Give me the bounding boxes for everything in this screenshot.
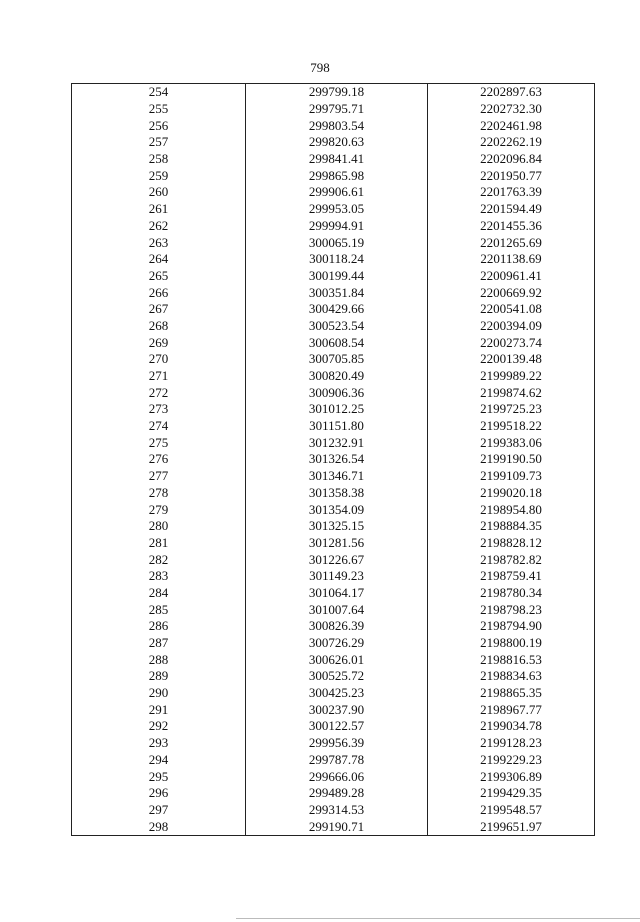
table-row <box>72 485 595 502</box>
x-coordinate-cell: 299906.61 <box>246 184 428 201</box>
point-number-cell: 254 <box>72 84 246 101</box>
x-coordinate-cell: 301354.09 <box>246 501 428 518</box>
x-coordinate-cell: 299489.28 <box>246 785 428 802</box>
x-coordinate-cell: 299795.71 <box>246 101 428 118</box>
point-number-cell: 265 <box>72 268 246 285</box>
table-row <box>72 585 595 602</box>
point-number-cell: 279 <box>72 501 246 518</box>
y-coordinate-cell: 2198865.35 <box>480 685 542 701</box>
point-number-cell: 284 <box>72 585 246 602</box>
x-coordinate-cell: 301012.25 <box>246 401 428 418</box>
table-row <box>72 84 595 101</box>
y-coordinate-cell: 2199651.97 <box>480 818 542 834</box>
x-coordinate-cell: 301281.56 <box>246 535 428 552</box>
table-row <box>72 334 595 351</box>
table-row <box>72 701 595 718</box>
table-row <box>72 384 595 401</box>
y-coordinate-cell: 2198794.90 <box>480 618 542 634</box>
table-row <box>72 167 595 184</box>
point-number-cell: 294 <box>72 752 246 769</box>
x-coordinate-cell: 301325.15 <box>246 518 428 535</box>
table-row <box>72 301 595 318</box>
x-coordinate-cell: 300608.54 <box>246 334 428 351</box>
y-coordinate-cell: 2198828.12 <box>480 534 542 550</box>
point-number-cell: 274 <box>72 418 246 435</box>
x-coordinate-cell: 300122.57 <box>246 718 428 735</box>
x-coordinate-cell: 299956.39 <box>246 735 428 752</box>
point-number-cell: 293 <box>72 735 246 752</box>
table-row <box>72 818 595 835</box>
x-coordinate-cell: 300523.54 <box>246 318 428 335</box>
x-coordinate-cell: 300906.36 <box>246 384 428 401</box>
y-coordinate-cell: 2201594.49 <box>480 201 542 217</box>
point-number-cell: 269 <box>72 334 246 351</box>
y-coordinate-cell: 2199229.23 <box>480 751 542 767</box>
point-number-cell: 276 <box>72 451 246 468</box>
point-number-cell: 259 <box>72 167 246 184</box>
point-number-cell: 255 <box>72 101 246 118</box>
x-coordinate-cell: 299841.41 <box>246 151 428 168</box>
point-number-cell: 281 <box>72 535 246 552</box>
point-number-cell: 266 <box>72 284 246 301</box>
x-coordinate-cell: 301326.54 <box>246 451 428 468</box>
coordinates-table <box>71 83 595 836</box>
y-coordinate-cell: 2199306.89 <box>480 768 542 784</box>
point-number-cell: 260 <box>72 184 246 201</box>
table-row <box>72 184 595 201</box>
y-coordinate-cell: 2202732.30 <box>480 101 542 117</box>
point-number-cell: 292 <box>72 718 246 735</box>
table-body <box>72 84 595 836</box>
table-row <box>72 802 595 819</box>
y-coordinate-cell: 2199190.50 <box>480 451 542 467</box>
x-coordinate-cell: 300705.85 <box>246 351 428 368</box>
table-row <box>72 718 595 735</box>
table-row <box>72 752 595 769</box>
table-row <box>72 685 595 702</box>
y-coordinate-cell: 2200273.74 <box>480 334 542 350</box>
y-coordinate-cell: 2200669.92 <box>480 284 542 300</box>
x-coordinate-cell: 301346.71 <box>246 468 428 485</box>
point-number-cell: 258 <box>72 151 246 168</box>
y-coordinate-cell: 2199429.35 <box>480 785 542 801</box>
x-coordinate-cell: 300065.19 <box>246 234 428 251</box>
x-coordinate-cell: 301358.38 <box>246 485 428 502</box>
table-row <box>72 201 595 218</box>
y-coordinate-cell: 2200394.09 <box>480 317 542 333</box>
x-coordinate-cell: 299666.06 <box>246 768 428 785</box>
x-coordinate-cell: 300820.49 <box>246 368 428 385</box>
x-coordinate-cell: 299820.63 <box>246 134 428 151</box>
point-number-cell: 273 <box>72 401 246 418</box>
point-number-cell: 268 <box>72 318 246 335</box>
y-coordinate-cell: 2202897.63 <box>480 84 542 100</box>
x-coordinate-cell: 300726.29 <box>246 635 428 652</box>
y-coordinate-cell: 2198759.41 <box>480 568 542 584</box>
x-coordinate-cell: 301007.64 <box>246 601 428 618</box>
y-coordinate-cell: 2198816.53 <box>480 651 542 667</box>
point-number-cell: 267 <box>72 301 246 318</box>
table-row <box>72 134 595 151</box>
table-row <box>72 368 595 385</box>
point-number-cell: 287 <box>72 635 246 652</box>
x-coordinate-cell: 299865.98 <box>246 167 428 184</box>
point-number-cell: 262 <box>72 218 246 235</box>
y-coordinate-cell: 2199518.22 <box>480 418 542 434</box>
x-coordinate-cell: 299190.71 <box>246 818 428 835</box>
x-coordinate-cell: 299787.78 <box>246 752 428 769</box>
point-number-cell: 282 <box>72 551 246 568</box>
table-row <box>72 418 595 435</box>
y-coordinate-cell: 2201265.69 <box>480 234 542 250</box>
point-number-cell: 257 <box>72 134 246 151</box>
table-row <box>72 284 595 301</box>
y-coordinate-cell: 2199874.62 <box>480 384 542 400</box>
table-row <box>72 251 595 268</box>
table-row <box>72 668 595 685</box>
point-number-cell: 291 <box>72 701 246 718</box>
y-coordinate-cell: 2199109.73 <box>480 468 542 484</box>
table-row <box>72 234 595 251</box>
table-row <box>72 768 595 785</box>
y-coordinate-cell: 2200139.48 <box>480 351 542 367</box>
table-row <box>72 101 595 118</box>
table-row <box>72 501 595 518</box>
point-number-cell: 272 <box>72 384 246 401</box>
point-number-cell: 286 <box>72 618 246 635</box>
point-number-cell: 277 <box>72 468 246 485</box>
table-row <box>72 434 595 451</box>
point-number-cell: 270 <box>72 351 246 368</box>
table-row <box>72 735 595 752</box>
point-number-cell: 271 <box>72 368 246 385</box>
table-row <box>72 651 595 668</box>
x-coordinate-cell: 300429.66 <box>246 301 428 318</box>
bottom-divider <box>236 918 640 919</box>
table-row <box>72 535 595 552</box>
y-coordinate-cell: 2198967.77 <box>480 701 542 717</box>
y-coordinate-cell: 2199128.23 <box>480 735 542 751</box>
table-row <box>72 401 595 418</box>
y-coordinate-cell: 2199725.23 <box>480 401 542 417</box>
x-coordinate-cell: 299803.54 <box>246 117 428 134</box>
x-coordinate-cell: 301064.17 <box>246 585 428 602</box>
point-number-cell: 297 <box>72 802 246 819</box>
table-row <box>72 318 595 335</box>
table-row <box>72 268 595 285</box>
x-coordinate-cell: 301149.23 <box>246 568 428 585</box>
x-coordinate-cell: 301226.67 <box>246 551 428 568</box>
table-row <box>72 468 595 485</box>
point-number-cell: 261 <box>72 201 246 218</box>
y-coordinate-cell: 2198954.80 <box>480 501 542 517</box>
point-number-cell: 295 <box>72 768 246 785</box>
x-coordinate-cell: 299314.53 <box>246 802 428 819</box>
point-number-cell: 275 <box>72 434 246 451</box>
x-coordinate-cell: 299994.91 <box>246 218 428 235</box>
y-coordinate-cell: 2201763.39 <box>480 184 542 200</box>
y-coordinate-cell: 2202262.19 <box>480 134 542 150</box>
y-coordinate-cell: 2201138.69 <box>480 251 542 267</box>
table-row <box>72 518 595 535</box>
y-coordinate-cell: 2198798.23 <box>480 601 542 617</box>
y-coordinate-cell: 2202461.98 <box>480 117 542 133</box>
x-coordinate-cell: 301151.80 <box>246 418 428 435</box>
point-number-cell: 263 <box>72 234 246 251</box>
x-coordinate-cell: 300118.24 <box>246 251 428 268</box>
table-row <box>72 635 595 652</box>
table-row <box>72 218 595 235</box>
y-coordinate-cell: 2199989.22 <box>480 368 542 384</box>
y-coordinate-cell: 2198800.19 <box>480 635 542 651</box>
page-number: 798 <box>310 60 330 75</box>
y-coordinate-cell: 2199034.78 <box>480 718 542 734</box>
y-coordinate-cell: 2198780.34 <box>480 584 542 600</box>
x-coordinate-cell: 300525.72 <box>246 668 428 685</box>
x-coordinate-cell: 300237.90 <box>246 701 428 718</box>
point-number-cell: 298 <box>72 818 246 835</box>
y-coordinate-cell: 2198834.63 <box>480 668 542 684</box>
table-row <box>72 451 595 468</box>
y-coordinate-cell: 2201455.36 <box>480 217 542 233</box>
y-coordinate-cell: 2199383.06 <box>480 434 542 450</box>
x-coordinate-cell: 299799.18 <box>246 84 428 101</box>
y-coordinate-cell: 2202096.84 <box>480 151 542 167</box>
point-number-cell: 285 <box>72 601 246 618</box>
point-number-cell: 288 <box>72 651 246 668</box>
table-row <box>72 551 595 568</box>
point-number-cell: 289 <box>72 668 246 685</box>
point-number-cell: 280 <box>72 518 246 535</box>
x-coordinate-cell: 300626.01 <box>246 651 428 668</box>
point-number-cell: 278 <box>72 485 246 502</box>
x-coordinate-cell: 300826.39 <box>246 618 428 635</box>
point-number-cell: 283 <box>72 568 246 585</box>
point-number-cell: 296 <box>72 785 246 802</box>
x-coordinate-cell: 300199.44 <box>246 268 428 285</box>
y-coordinate-cell: 2200961.41 <box>480 267 542 283</box>
table-row <box>72 117 595 134</box>
table-row <box>72 601 595 618</box>
table-row <box>72 618 595 635</box>
table-row <box>72 351 595 368</box>
point-number-cell: 264 <box>72 251 246 268</box>
x-coordinate-cell: 300351.84 <box>246 284 428 301</box>
y-coordinate-cell: 2200541.08 <box>480 301 542 317</box>
point-number-cell: 256 <box>72 117 246 134</box>
y-coordinate-cell: 2198782.82 <box>480 551 542 567</box>
point-number-cell: 290 <box>72 685 246 702</box>
x-coordinate-cell: 299953.05 <box>246 201 428 218</box>
table-row <box>72 785 595 802</box>
y-coordinate-cell: 2201950.77 <box>480 167 542 183</box>
y-coordinate-cell: 2199020.18 <box>480 484 542 500</box>
y-coordinate-cell: 2198884.35 <box>480 518 542 534</box>
y-coordinate-cell: 2199548.57 <box>480 801 542 817</box>
table-row <box>72 568 595 585</box>
x-coordinate-cell: 300425.23 <box>246 685 428 702</box>
x-coordinate-cell: 301232.91 <box>246 434 428 451</box>
table-row <box>72 151 595 168</box>
